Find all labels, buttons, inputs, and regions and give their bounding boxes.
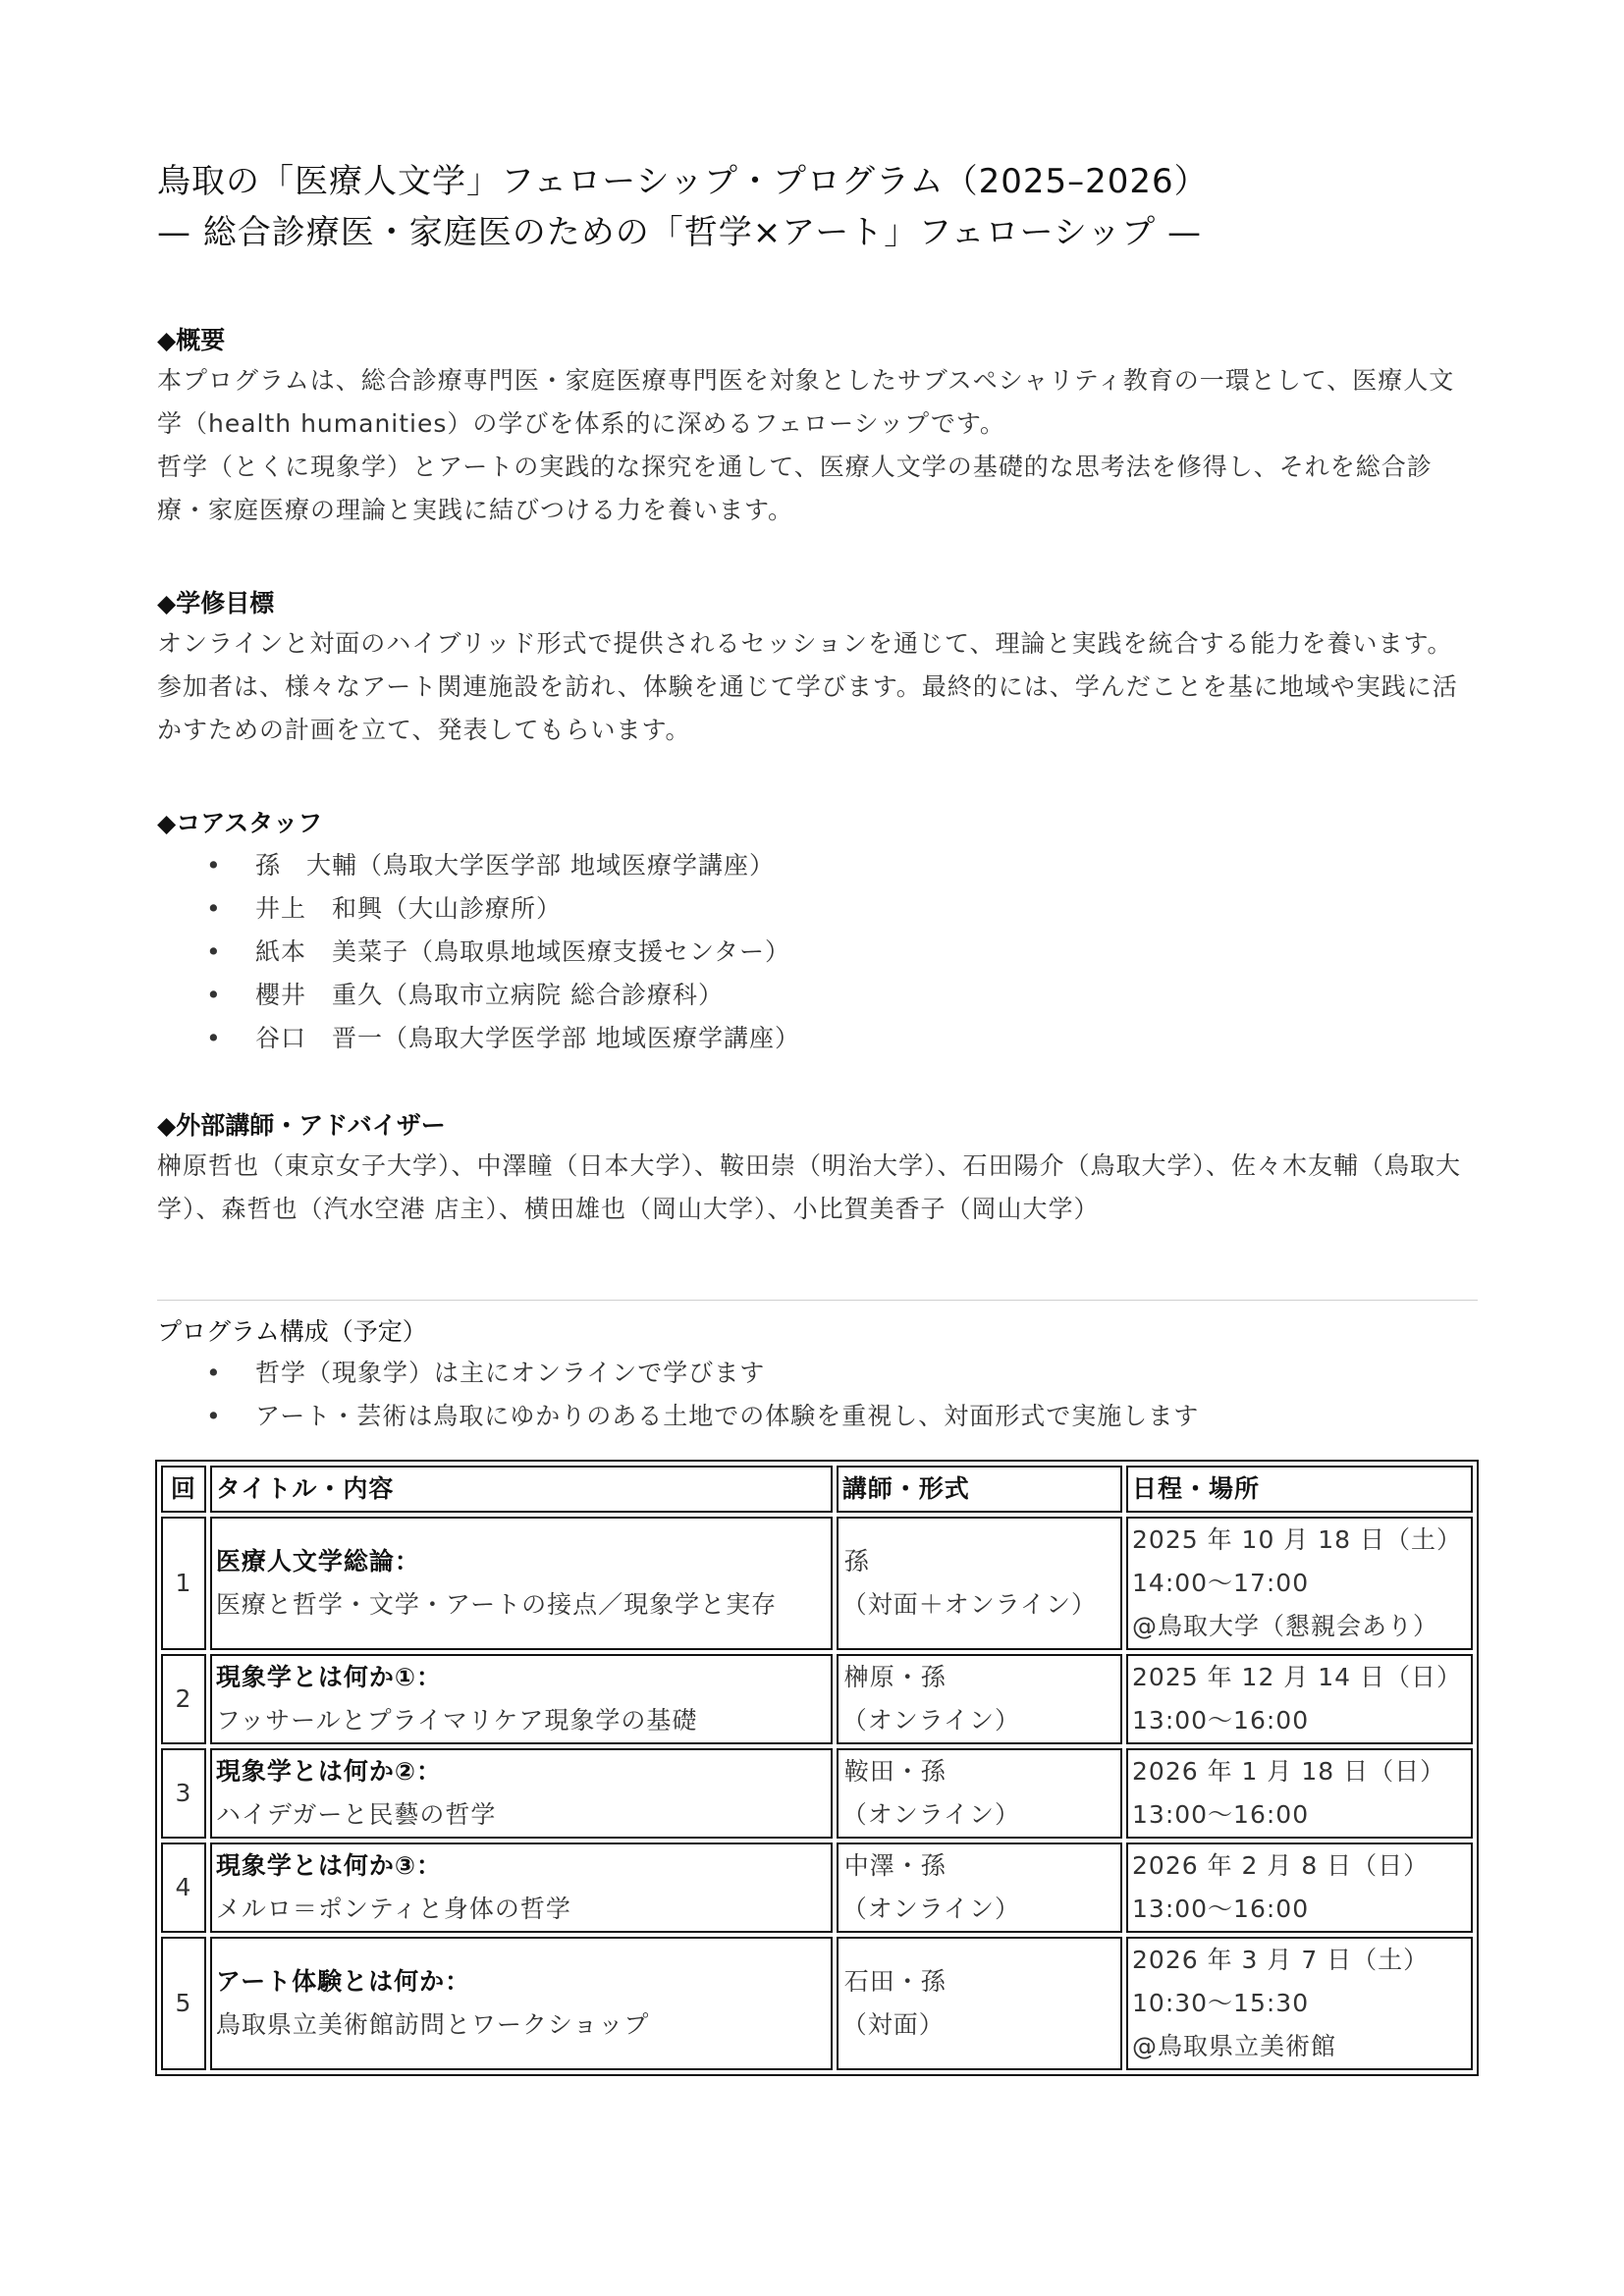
row-schedule: [1126, 1842, 1473, 1933]
row-content: 鳥取県立美術館訪問とワークショップ: [215, 2010, 650, 2039]
row-instructor: 鞍田・孫: [843, 1757, 947, 1786]
row-instructor-format: [837, 1517, 1122, 1650]
row-title-content: [210, 1748, 833, 1839]
overview-heading: ◆概要: [157, 326, 226, 354]
program-heading: プログラム構成（予定）: [157, 1317, 427, 1346]
row-date: 2025 年 10 月 18 日（土）: [1132, 1525, 1462, 1554]
document-subtitle: — 総合診療医・家庭医のための「哲学×アート」フェローシップ —: [157, 213, 1203, 252]
row-content: 医療と哲学・文学・アートの接点／現象学と実存: [215, 1590, 778, 1619]
row-title-content: [210, 1842, 833, 1933]
row-instructor: 孫: [843, 1547, 870, 1575]
table-row: [161, 1654, 1473, 1744]
row-format: （対面＋オンライン）: [841, 1590, 1098, 1619]
row-place: @鳥取大学（懇親会あり）: [1132, 1612, 1439, 1640]
row-time: 13:00〜16:00: [1132, 1800, 1310, 1829]
row-title-content: [210, 1654, 833, 1744]
staff-item-text: 櫻井 重久（鳥取市立病院 総合診療科）: [255, 981, 724, 1009]
section-divider: [157, 1300, 1478, 1301]
row-title: アート体験とは何か：: [215, 1967, 471, 1996]
row-instructor-format: [837, 1654, 1122, 1744]
row-instructor: 石田・孫: [843, 1967, 947, 1996]
staff-item-text: 井上 和興（大山診療所）: [255, 894, 563, 923]
row-date: 2026 年 3 月 7 日（土）: [1132, 1946, 1430, 1974]
row-date: 2026 年 1 月 18 日（日）: [1132, 1757, 1446, 1786]
row-content: ハイデガーと民藝の哲学: [215, 1800, 497, 1829]
table-row: [161, 1842, 1473, 1933]
staff-item-text: 孫 大輔（鳥取大学医学部 地域医療学講座）: [255, 851, 775, 880]
row-schedule: [1126, 1937, 1473, 2070]
row-schedule: [1126, 1748, 1473, 1839]
row-date: 2026 年 2 月 8 日（日）: [1132, 1851, 1430, 1880]
row-time: 10:30〜15:30: [1132, 1989, 1310, 2017]
header-date: 日程・場所: [1126, 1466, 1473, 1513]
table-header-row: [161, 1466, 1473, 1513]
staff-item: [206, 974, 1478, 1017]
row-format: （オンライン）: [841, 1895, 1021, 1923]
document-page: [157, 157, 1478, 2076]
table-row: [161, 1937, 1473, 2070]
bullet-icon: •: [206, 937, 222, 966]
program-note-text: アート・芸術は鳥取にゆかりのある土地での体験を重視し、対面形式で実施します: [255, 1402, 1200, 1430]
table-row: [161, 1517, 1473, 1650]
row-no: 4: [161, 1842, 206, 1933]
row-content: メルロ＝ポンティと身体の哲学: [215, 1895, 571, 1923]
row-schedule: [1126, 1654, 1473, 1744]
row-format: （対面）: [841, 2010, 945, 2039]
staff-item: [206, 931, 1478, 974]
bullet-icon: •: [206, 1024, 222, 1052]
document-title: 鳥取の「医療人文学」フェローシップ・プログラム（2025–2026）: [157, 162, 1209, 201]
program-note-text: 哲学（現象学）は主にオンラインで学びます: [255, 1359, 766, 1387]
row-format: （オンライン）: [841, 1800, 1021, 1829]
staff-item-text: 紙本 美菜子（鳥取県地域医療支援センター）: [255, 937, 791, 966]
program-note: [206, 1395, 1478, 1438]
row-time: 14:00〜17:00: [1132, 1569, 1310, 1597]
bullet-icon: •: [206, 981, 222, 1009]
schedule-table: [155, 1460, 1479, 2076]
advisors-section: [157, 1107, 1478, 1231]
row-schedule: [1126, 1517, 1473, 1650]
bullet-icon: •: [206, 894, 222, 923]
bullet-icon: •: [206, 1359, 222, 1387]
program-notes: [157, 1352, 1478, 1438]
overview-paragraph-1: 本プログラムは、総合診療専門医・家庭医療専門医を対象としたサブスペシャリティ教育の一環として、医療人文学（health humanities）の学びを体系的に深めるフェローシップです。: [157, 366, 1455, 438]
row-title-content: [210, 1937, 833, 2070]
row-title-content: [210, 1517, 833, 1650]
row-instructor-format: [837, 1842, 1122, 1933]
overview-paragraph-2: 哲学（とくに現象学）とアートの実践的な探究を通して、医療人文学の基礎的な思考法を修得し、それを総合診療・家庭医療の理論と実践に結びつける力を養います。: [157, 453, 1433, 524]
row-no: 3: [161, 1748, 206, 1839]
advisors-heading: ◆外部講師・アドバイザー: [157, 1111, 446, 1140]
row-title: 現象学とは何か①：: [215, 1663, 442, 1691]
row-time: 13:00〜16:00: [1132, 1706, 1310, 1735]
row-instructor: 中澤・孫: [843, 1851, 947, 1880]
row-no: 1: [161, 1517, 206, 1650]
row-no: 5: [161, 1937, 206, 2070]
goals-heading: ◆学修目標: [157, 589, 275, 617]
row-format: （オンライン）: [841, 1706, 1021, 1735]
row-title: 医療人文学総論：: [215, 1547, 420, 1575]
row-instructor: 榊原・孫: [843, 1663, 947, 1691]
row-instructor-format: [837, 1937, 1122, 2070]
overview-section: [157, 322, 1478, 532]
goals-paragraph: オンラインと対面のハイブリッド形式で提供されるセッションを通じて、理論と実践を統合する能力を養います。参加者は、様々なアート関連施設を訪れ、体験を通じて学びます。最終的には、学んだことを基に地域や実践に活かすための計画を立て、発表してもらいます。: [157, 629, 1458, 744]
staff-heading: ◆コアスタッフ: [157, 809, 323, 837]
staff-item: [206, 1017, 1478, 1060]
row-instructor-format: [837, 1748, 1122, 1839]
bullet-icon: •: [206, 851, 222, 880]
staff-section: [157, 805, 1478, 1060]
staff-item-text: 谷口 晋一（鳥取大学医学部 地域医療学講座）: [255, 1024, 800, 1052]
header-instructor: 講師・形式: [837, 1466, 1122, 1513]
advisors-paragraph: 榊原哲也（東京女子大学）、中澤瞳（日本大学）、鞍田崇（明治大学）、石田陽介（鳥取大学）、佐々木友輔（鳥取大学）、森哲也（汽水空港 店主）、横田雄也（岡山大学）、小比賀美香子（岡山大学）: [157, 1151, 1462, 1223]
row-place: @鳥取県立美術館: [1132, 2032, 1337, 2060]
table-row: [161, 1748, 1473, 1839]
header-title: タイトル・内容: [210, 1466, 833, 1513]
row-title: 現象学とは何か②：: [215, 1757, 442, 1786]
row-no: 2: [161, 1654, 206, 1744]
row-date: 2025 年 12 月 14 日（日）: [1132, 1663, 1462, 1691]
bullet-icon: •: [206, 1402, 222, 1430]
staff-item: [206, 844, 1478, 887]
staff-list: [157, 844, 1478, 1060]
program-note: [206, 1352, 1478, 1395]
row-title: 現象学とは何か③：: [215, 1851, 442, 1880]
row-time: 13:00〜16:00: [1132, 1895, 1310, 1923]
goals-section: [157, 585, 1478, 752]
row-content: フッサールとプライマリケア現象学の基礎: [215, 1706, 698, 1735]
staff-item: [206, 887, 1478, 931]
header-no: 回: [161, 1466, 206, 1513]
